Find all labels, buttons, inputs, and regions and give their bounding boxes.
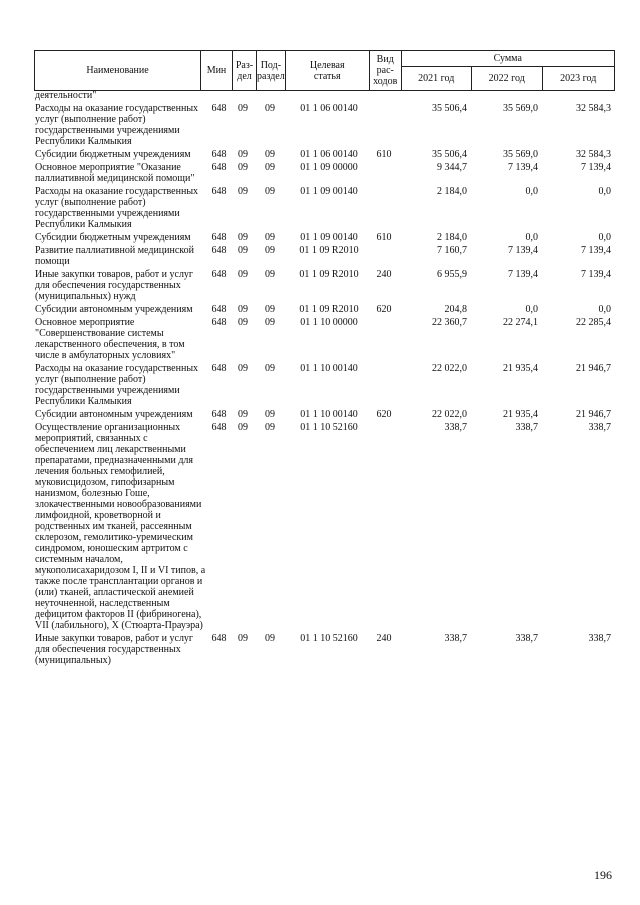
row-sum-2022: 0,0 [525, 232, 538, 243]
row-min: 648 [211, 633, 227, 644]
row-vid: 620 [376, 304, 392, 315]
row-sum-2022: 7 139,4 [508, 269, 538, 280]
row-razdel: 09 [238, 422, 248, 433]
header-celevaya: Целевая статья [285, 51, 369, 91]
row-name: Субсидии бюджетным учреждениям [35, 232, 191, 243]
row-vid: 610 [376, 149, 392, 160]
row-razdel: 09 [238, 363, 248, 374]
row-podrazdel: 09 [265, 162, 275, 173]
row-name: Осуществление организационных мероприятий, связанных с обеспечением лиц лекарственными препаратами, предназначенными для лечения больных гемофилией, муковисцидозом, гипофизарным нанизмом, болезнью Гоше, злокачественными новообразованиями лимфоидной, кроветворной и родственных им тканей, рассеянным склерозом, гемолитико-уремическим синдромом, юношеским артритом с системным началом, мукополисахаридозом I, II и VI типов, а также после трансплантации органов и (или) тканей, апластической анемией неуточненной, наследственным дефицитом факторов II (фибриногена), VII (лабильного), X (Стюарта-Прауэра) [35, 422, 206, 631]
row-celevaya: 01 1 09 R2010 [299, 304, 359, 315]
row-name: Расходы на оказание государственных услуг (выполнение работ) государственными учреждениями Республики Калмыкия [35, 363, 199, 407]
table-row [0, 162, 640, 184]
row-sum-2022: 35 569,0 [503, 103, 538, 114]
row-razdel: 09 [238, 245, 248, 256]
row-razdel: 09 [238, 409, 248, 420]
row-name: деятельности" [35, 90, 97, 101]
row-sum-2022: 21 935,4 [503, 409, 538, 420]
row-sum-2023: 0,0 [598, 232, 611, 243]
row-razdel: 09 [238, 633, 248, 644]
row-sum-2023: 7 139,4 [581, 162, 611, 173]
row-sum-2023: 0,0 [598, 186, 611, 197]
row-min: 648 [211, 232, 227, 243]
row-min: 648 [211, 317, 227, 328]
row-min: 648 [211, 186, 227, 197]
row-razdel: 09 [238, 162, 248, 173]
row-sum-2021: 6 955,9 [437, 269, 467, 280]
row-name: Субсидии бюджетным учреждениям [35, 149, 191, 160]
table-row [0, 422, 640, 631]
row-vid: 240 [376, 633, 392, 644]
row-name: Основное мероприятие "Оказание паллиативной медицинской помощи" [35, 162, 195, 184]
row-sum-2021: 35 506,4 [432, 149, 467, 160]
row-sum-2021: 9 344,7 [437, 162, 467, 173]
row-sum-2021: 35 506,4 [432, 103, 467, 114]
row-podrazdel: 09 [265, 409, 275, 420]
row-vid: 620 [376, 409, 392, 420]
table-row [0, 186, 640, 230]
row-sum-2023: 7 139,4 [581, 245, 611, 256]
row-podrazdel: 09 [265, 422, 275, 433]
row-min: 648 [211, 149, 227, 160]
row-podrazdel: 09 [265, 245, 275, 256]
table-row [0, 317, 640, 361]
header-y2021: 2021 год [401, 67, 471, 91]
row-podrazdel: 09 [265, 149, 275, 160]
row-min: 648 [211, 304, 227, 315]
row-celevaya: 01 1 06 00140 [300, 103, 358, 114]
table-row [0, 103, 640, 147]
table-header [34, 50, 615, 91]
row-podrazdel: 09 [265, 232, 275, 243]
row-name: Расходы на оказание государственных услуг (выполнение работ) государственными учреждениями Республики Калмыкия [35, 103, 199, 147]
row-razdel: 09 [238, 149, 248, 160]
table-row [0, 409, 640, 420]
row-podrazdel: 09 [265, 304, 275, 315]
row-sum-2022: 7 139,4 [508, 245, 538, 256]
row-min: 648 [211, 245, 227, 256]
row-vid: 240 [376, 269, 392, 280]
row-name: Субсидии автономным учреждениям [35, 409, 193, 420]
row-sum-2023: 0,0 [598, 304, 611, 315]
row-celevaya: 01 1 10 00140 [300, 409, 358, 420]
row-min: 648 [211, 363, 227, 374]
row-vid: 610 [376, 232, 392, 243]
table-row [0, 149, 640, 160]
row-razdel: 09 [238, 186, 248, 197]
row-sum-2021: 22 022,0 [432, 363, 467, 374]
table-row [0, 304, 640, 315]
row-razdel: 09 [238, 232, 248, 243]
header-razdel: Раз- дел [233, 51, 257, 91]
header-min: Мин [201, 51, 233, 91]
row-podrazdel: 09 [265, 269, 275, 280]
row-min: 648 [211, 422, 227, 433]
row-sum-2023: 338,7 [588, 633, 611, 644]
table-row [0, 232, 640, 243]
row-sum-2021: 7 160,7 [437, 245, 467, 256]
row-sum-2022: 338,7 [515, 422, 538, 433]
row-podrazdel: 09 [265, 103, 275, 114]
row-razdel: 09 [238, 304, 248, 315]
header-podrazdel: Под- раздел [257, 51, 286, 91]
row-podrazdel: 09 [265, 633, 275, 644]
row-sum-2021: 204,8 [444, 304, 467, 315]
row-sum-2023: 21 946,7 [576, 363, 611, 374]
table-row [0, 633, 640, 666]
row-sum-2022: 21 935,4 [503, 363, 538, 374]
row-celevaya: 01 1 09 R2010 [299, 269, 359, 280]
table-row [0, 90, 640, 101]
row-sum-2023: 32 584,3 [576, 103, 611, 114]
table-row [0, 269, 640, 302]
row-sum-2023: 338,7 [588, 422, 611, 433]
row-razdel: 09 [238, 317, 248, 328]
row-name: Развитие паллиативной медицинской помощи [35, 245, 194, 267]
row-sum-2021: 338,7 [444, 633, 467, 644]
row-sum-2021: 22 360,7 [432, 317, 467, 328]
header-y2023: 2023 год [542, 67, 614, 91]
row-name: Субсидии автономным учреждениям [35, 304, 193, 315]
row-sum-2023: 32 584,3 [576, 149, 611, 160]
row-sum-2021: 2 184,0 [437, 186, 467, 197]
header-vid: Вид рас- ходов [369, 51, 401, 91]
row-min: 648 [211, 103, 227, 114]
table-body [0, 90, 640, 668]
row-razdel: 09 [238, 103, 248, 114]
row-sum-2022: 0,0 [525, 186, 538, 197]
row-sum-2021: 22 022,0 [432, 409, 467, 420]
row-min: 648 [211, 269, 227, 280]
row-sum-2022: 338,7 [515, 633, 538, 644]
header-y2022: 2022 год [471, 67, 542, 91]
row-sum-2023: 22 285,4 [576, 317, 611, 328]
row-name: Иные закупки товаров, работ и услуг для обеспечения государственных (муниципальных) нужд [35, 269, 194, 302]
row-celevaya: 01 1 10 00140 [300, 363, 358, 374]
row-sum-2021: 338,7 [444, 422, 467, 433]
row-celevaya: 01 1 10 52160 [300, 633, 358, 644]
row-name: Расходы на оказание государственных услуг (выполнение работ) государственными учреждениями Республики Калмыкия [35, 186, 199, 230]
row-sum-2023: 21 946,7 [576, 409, 611, 420]
table-row [0, 245, 640, 267]
row-min: 648 [211, 162, 227, 173]
row-celevaya: 01 1 10 52160 [300, 422, 358, 433]
header-name: Наименование [35, 51, 201, 91]
row-razdel: 09 [238, 269, 248, 280]
row-celevaya: 01 1 09 00000 [300, 162, 358, 173]
row-celevaya: 01 1 10 00000 [300, 317, 358, 328]
row-sum-2023: 7 139,4 [581, 269, 611, 280]
row-celevaya: 01 1 09 00140 [300, 186, 358, 197]
row-podrazdel: 09 [265, 363, 275, 374]
row-sum-2022: 0,0 [525, 304, 538, 315]
table-row [0, 363, 640, 407]
row-sum-2021: 2 184,0 [437, 232, 467, 243]
row-celevaya: 01 1 09 00140 [300, 232, 358, 243]
page-number: 196 [594, 868, 612, 882]
row-sum-2022: 22 274,1 [503, 317, 538, 328]
row-podrazdel: 09 [265, 186, 275, 197]
row-podrazdel: 09 [265, 317, 275, 328]
row-min: 648 [211, 409, 227, 420]
row-name: Основное мероприятие "Совершенствование системы лекарственного обеспечения, в том числе в амбулаторных условиях" [35, 317, 185, 361]
row-celevaya: 01 1 06 00140 [300, 149, 358, 160]
row-celevaya: 01 1 09 R2010 [299, 245, 359, 256]
header-summa: Сумма [401, 51, 614, 67]
row-sum-2022: 35 569,0 [503, 149, 538, 160]
row-name: Иные закупки товаров, работ и услуг для обеспечения государственных (муниципальных) [35, 633, 194, 666]
row-sum-2022: 7 139,4 [508, 162, 538, 173]
